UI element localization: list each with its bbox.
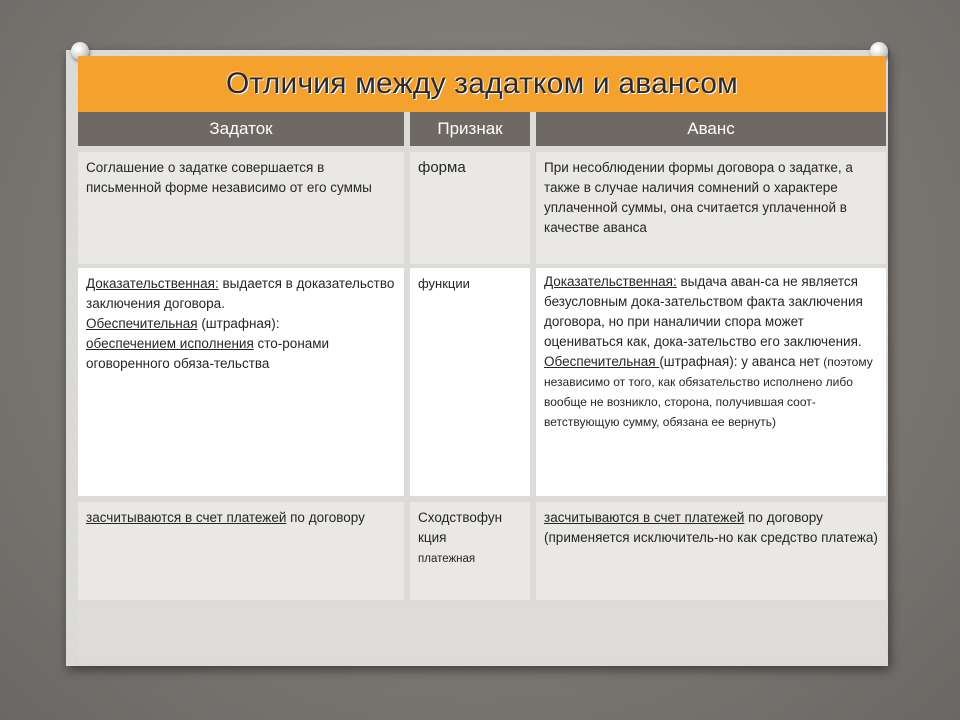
priznak-sub: платежная [418, 553, 476, 565]
row1-avans: При несоблюдении формы договора о задатке, а также в случае наличия сомнений о характере уплаченной суммы, она считается уплаченной в качестве аванса [536, 152, 886, 264]
term-zaschityvayutsya: засчитываются в счет платежей [544, 510, 745, 525]
header-priznak: Признак [410, 112, 530, 146]
text: (штрафная): [197, 316, 280, 331]
row1-zadatok: Соглашение о задатке совершается в письменной форме независимо от его суммы [78, 152, 404, 264]
row3-priznak [410, 502, 530, 600]
term-obespechitelnaya: Обеспечительная [86, 316, 198, 331]
text: сто-ронами оговоренного обяза-тельства [86, 336, 330, 371]
row2-zadatok [78, 268, 404, 496]
note-text: (поэтому независимо от того, как обязательство исполнено либо вообще не возникло, сторона, получившая соот-ветствующую сумму, обязана ее вернуть) [544, 355, 873, 429]
header-avans: Аванс [536, 112, 886, 146]
row3-avans [536, 502, 886, 600]
priznak-main: Сходствофун кция [418, 510, 503, 545]
row2-priznak: функции [410, 268, 530, 496]
term-zaschityvayutsya: засчитываются в счет платежей [86, 510, 287, 525]
text: (штрафная): у аванса нет [659, 354, 820, 369]
empty-row [78, 604, 886, 656]
text: выдача аван-са не является безусловным дока-зательством факта заключения договора, но при наналичии спора может оцениваться как, дока-зательство его заключения. [544, 274, 863, 349]
text: по договору [286, 510, 365, 525]
term-dokazatelstvennaya: Доказательственная: [86, 276, 219, 291]
row1-priznak: форма [410, 152, 530, 264]
text: выдается в доказательство заключения договора. [86, 276, 395, 311]
title-bar [78, 56, 886, 112]
text: по договору [744, 510, 823, 525]
text-extra: (применяется исключитель-но как средство платежа) [544, 530, 878, 545]
header-zadatok: Задаток [78, 112, 404, 146]
comparison-table [78, 112, 886, 662]
row2-avans [536, 268, 886, 496]
term-obespecheniem: обеспечением исполнения [86, 336, 254, 351]
term-dokazatelstvennaya: Доказательственная: [544, 274, 677, 289]
row3-zadatok [78, 502, 404, 600]
term-obespechitelnaya: Обеспечительная [544, 354, 660, 369]
page-title: Отличия между задатком и авансом [225, 67, 739, 100]
